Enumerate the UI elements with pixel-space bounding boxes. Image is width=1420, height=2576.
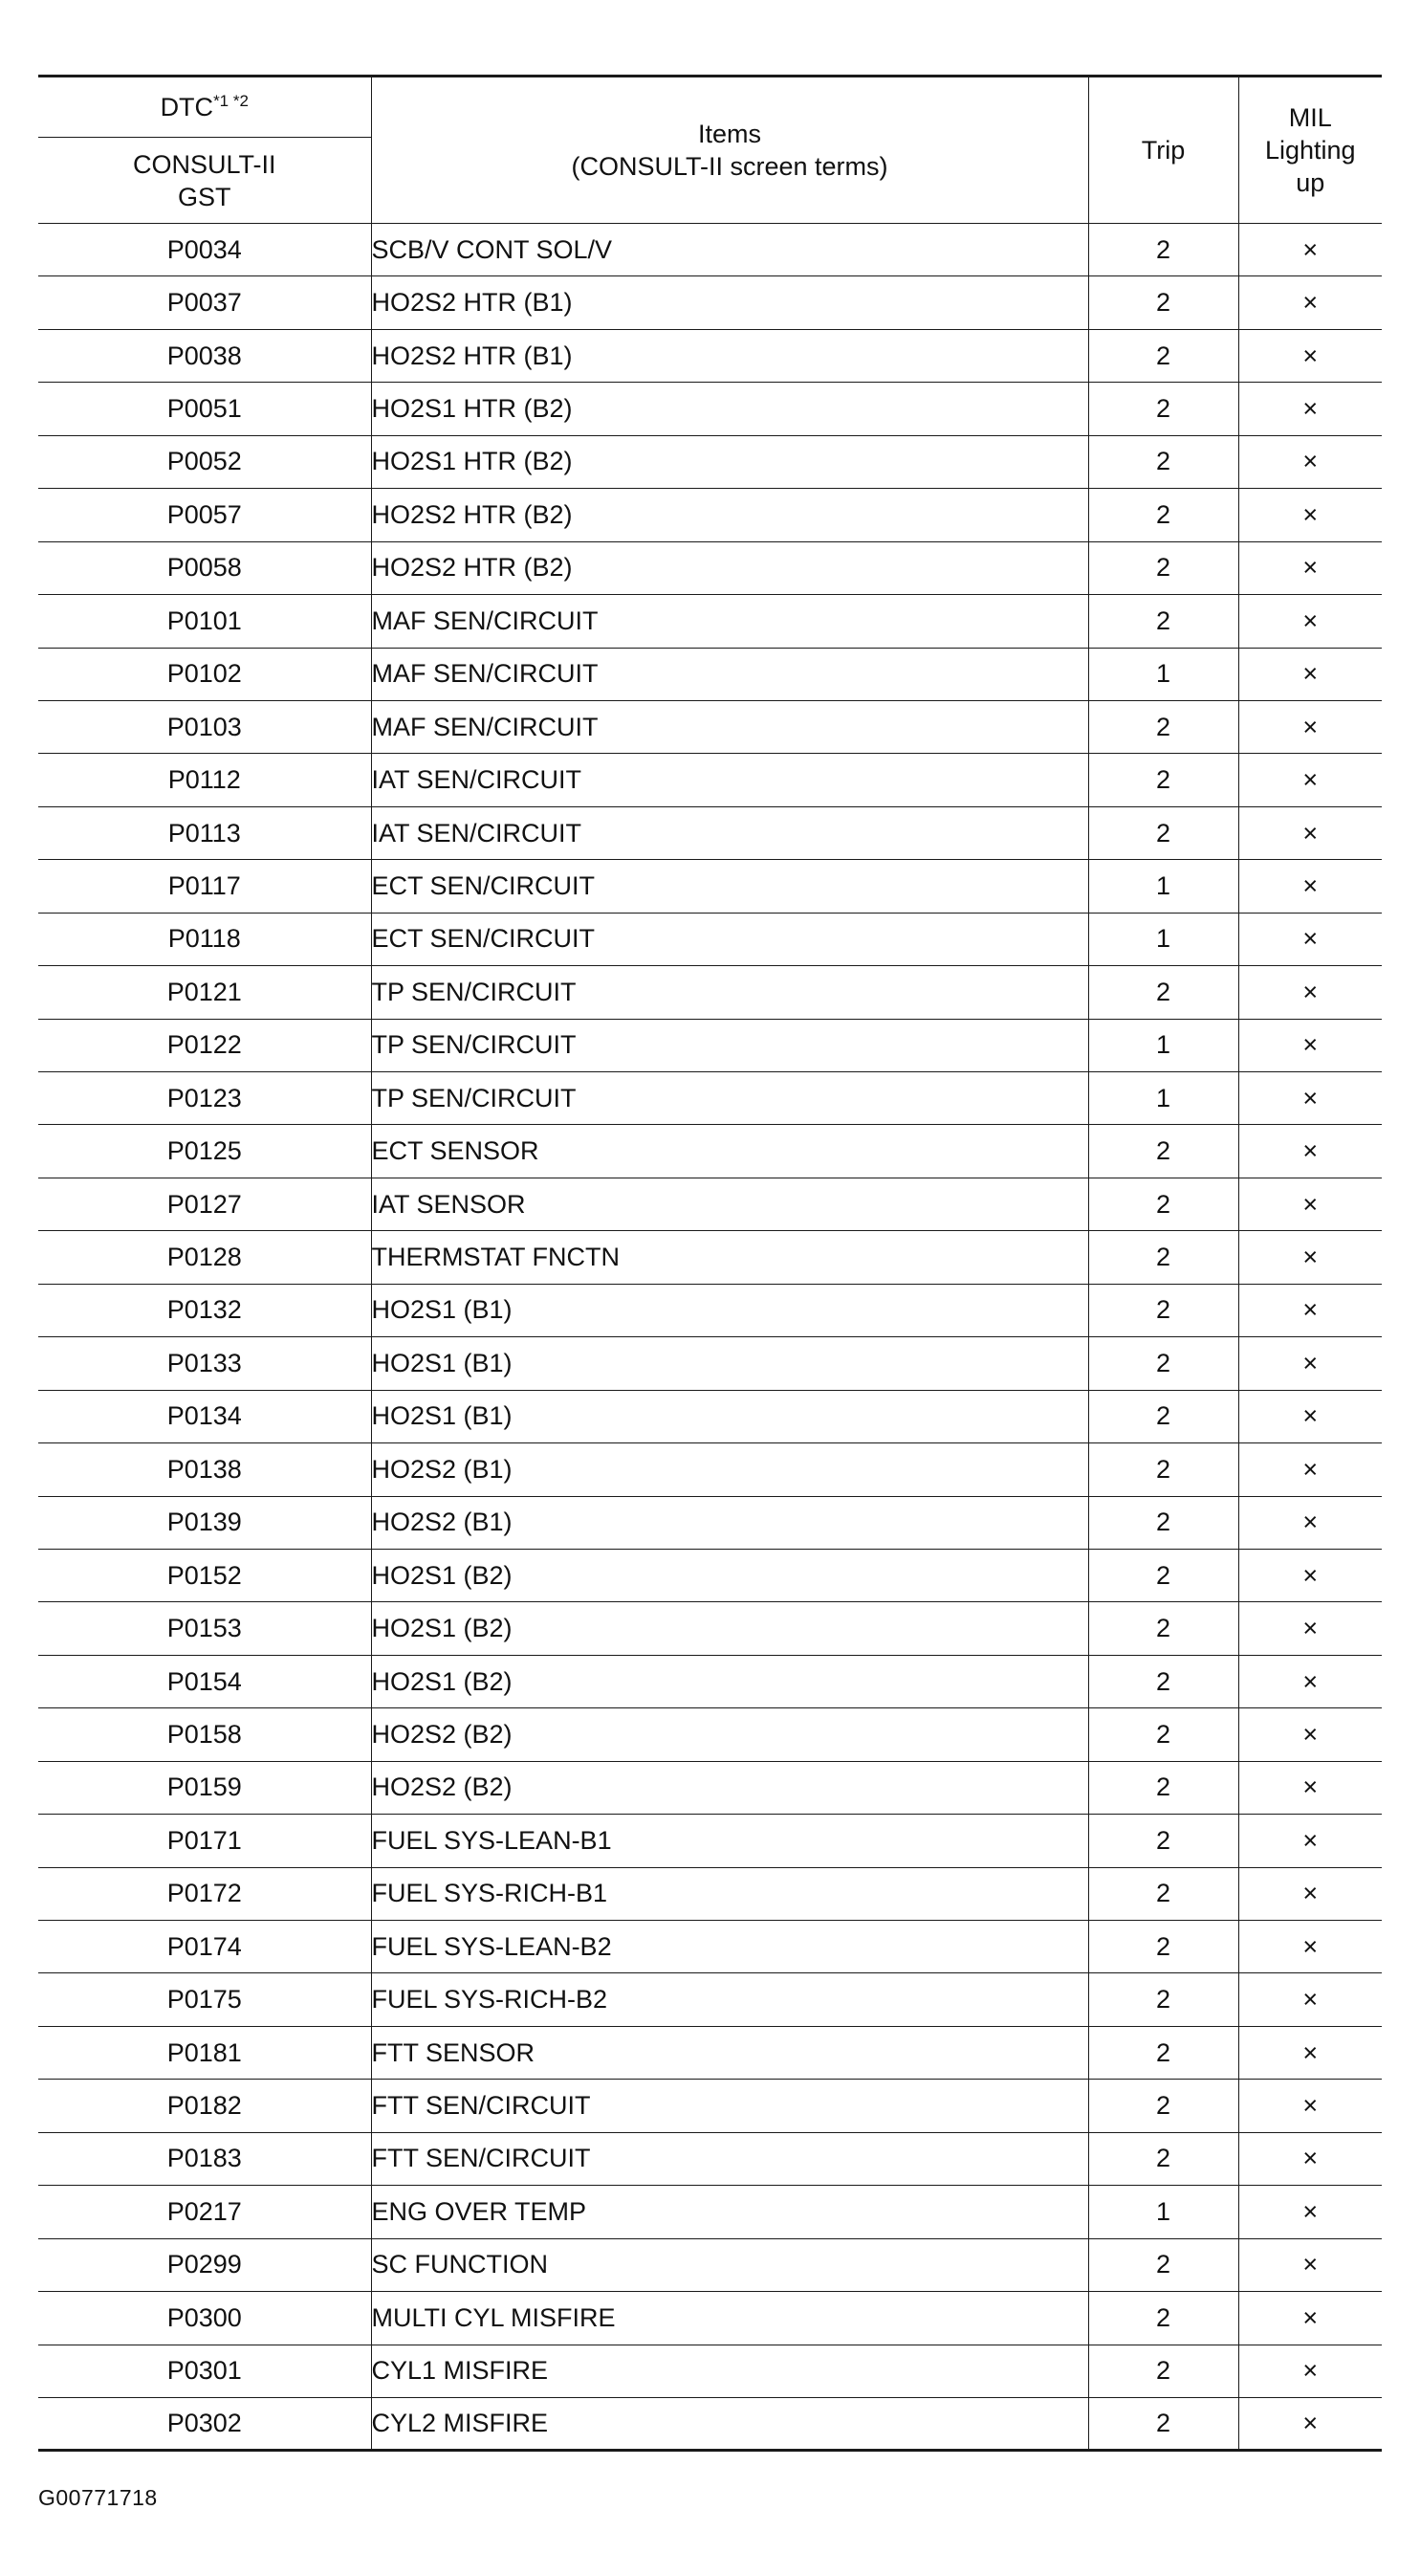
header-mil-line1: MIL: [1288, 103, 1332, 132]
figure-id: G00771718: [38, 2485, 158, 2510]
item-cell: TP SEN/CIRCUIT: [371, 1072, 1088, 1125]
item-cell: MAF SEN/CIRCUIT: [371, 595, 1088, 648]
trip-cell: 1: [1088, 1072, 1238, 1125]
dtc-code-cell: P0138: [38, 1443, 371, 1496]
dtc-code-cell: P0132: [38, 1284, 371, 1336]
dtc-code-cell: P0127: [38, 1178, 371, 1230]
table-row: [38, 489, 1382, 541]
trip-cell: 2: [1088, 276, 1238, 329]
table-row: [38, 700, 1382, 753]
item-cell: HO2S1 HTR (B2): [371, 383, 1088, 435]
item-cell: CYL1 MISFIRE: [371, 2345, 1088, 2397]
mil-lighting-cell: ×: [1238, 700, 1382, 753]
table-row: [38, 1284, 1382, 1336]
item-cell: IAT SENSOR: [371, 1178, 1088, 1230]
item-cell: FTT SEN/CIRCUIT: [371, 2132, 1088, 2185]
mil-lighting-cell: ×: [1238, 1708, 1382, 1761]
table-row: [38, 1973, 1382, 2026]
item-cell: HO2S2 (B2): [371, 1761, 1088, 1814]
dtc-code-cell: P0118: [38, 913, 371, 965]
item-cell: FUEL SYS-LEAN-B1: [371, 1815, 1088, 1867]
table-row: [38, 1496, 1382, 1549]
mil-lighting-cell: ×: [1238, 913, 1382, 965]
dtc-code-cell: P0300: [38, 2292, 371, 2345]
trip-cell: 2: [1088, 1125, 1238, 1178]
mil-lighting-cell: ×: [1238, 1178, 1382, 1230]
item-cell: HO2S1 (B2): [371, 1549, 1088, 1601]
mil-lighting-cell: ×: [1238, 1443, 1382, 1496]
trip-cell: 2: [1088, 1178, 1238, 1230]
mil-lighting-cell: ×: [1238, 860, 1382, 913]
table-row: [38, 806, 1382, 859]
trip-cell: 1: [1088, 1019, 1238, 1071]
mil-lighting-cell: ×: [1238, 1602, 1382, 1655]
table-row: [38, 1602, 1382, 1655]
mil-lighting-cell: ×: [1238, 1019, 1382, 1071]
mil-lighting-cell: ×: [1238, 1390, 1382, 1442]
trip-cell: 2: [1088, 2026, 1238, 2079]
table-row: [38, 1178, 1382, 1230]
header-dtc-label: DTC: [160, 93, 214, 121]
dtc-code-cell: P0217: [38, 2186, 371, 2238]
trip-cell: 2: [1088, 2132, 1238, 2185]
dtc-code-cell: P0123: [38, 1072, 371, 1125]
mil-lighting-cell: ×: [1238, 2080, 1382, 2132]
trip-cell: 2: [1088, 1231, 1238, 1284]
item-cell: THERMSTAT FNCTN: [371, 1231, 1088, 1284]
table-row: [38, 595, 1382, 648]
trip-cell: 2: [1088, 595, 1238, 648]
item-cell: HO2S1 (B1): [371, 1390, 1088, 1442]
mil-lighting-cell: ×: [1238, 1284, 1382, 1336]
dtc-code-cell: P0058: [38, 541, 371, 594]
trip-cell: 1: [1088, 860, 1238, 913]
mil-lighting-cell: ×: [1238, 2026, 1382, 2079]
mil-lighting-cell: ×: [1238, 2397, 1382, 2450]
item-cell: HO2S1 (B2): [371, 1655, 1088, 1707]
item-cell: FUEL SYS-RICH-B2: [371, 1973, 1088, 2026]
table-row: [38, 1231, 1382, 1284]
item-cell: MULTI CYL MISFIRE: [371, 2292, 1088, 2345]
dtc-code-cell: P0133: [38, 1337, 371, 1390]
item-cell: HO2S1 HTR (B2): [371, 435, 1088, 488]
item-cell: HO2S2 HTR (B1): [371, 276, 1088, 329]
mil-lighting-cell: ×: [1238, 1921, 1382, 1973]
mil-lighting-cell: ×: [1238, 224, 1382, 276]
trip-cell: 2: [1088, 1921, 1238, 1973]
dtc-code-cell: P0183: [38, 2132, 371, 2185]
trip-cell: 2: [1088, 2345, 1238, 2397]
item-cell: HO2S1 (B1): [371, 1337, 1088, 1390]
dtc-code-cell: P0122: [38, 1019, 371, 1071]
dtc-code-cell: P0181: [38, 2026, 371, 2079]
dtc-code-cell: P0154: [38, 1655, 371, 1707]
mil-lighting-cell: ×: [1238, 1496, 1382, 1549]
trip-cell: 2: [1088, 1390, 1238, 1442]
mil-lighting-cell: ×: [1238, 2238, 1382, 2291]
table-row: [38, 1125, 1382, 1178]
dtc-code-cell: P0037: [38, 276, 371, 329]
table-row: [38, 329, 1382, 382]
dtc-code-cell: P0102: [38, 648, 371, 700]
mil-lighting-cell: ×: [1238, 2186, 1382, 2238]
table-body: [38, 224, 1382, 2451]
dtc-code-cell: P0182: [38, 2080, 371, 2132]
header-items-line1: Items: [697, 120, 761, 148]
mil-lighting-cell: ×: [1238, 2345, 1382, 2397]
dtc-code-cell: P0052: [38, 435, 371, 488]
dtc-code-cell: P0302: [38, 2397, 371, 2450]
item-cell: HO2S2 HTR (B2): [371, 489, 1088, 541]
header-consult-label: CONSULT-II: [132, 149, 276, 179]
mil-lighting-cell: ×: [1238, 1549, 1382, 1601]
header-items-line2: (CONSULT-II screen terms): [571, 152, 888, 181]
mil-lighting-cell: ×: [1238, 489, 1382, 541]
table-row: [38, 2186, 1382, 2238]
item-cell: ENG OVER TEMP: [371, 2186, 1088, 2238]
item-cell: HO2S1 (B2): [371, 1602, 1088, 1655]
header-mil: [1238, 77, 1382, 224]
mil-lighting-cell: ×: [1238, 383, 1382, 435]
trip-cell: 2: [1088, 1708, 1238, 1761]
trip-cell: 2: [1088, 754, 1238, 806]
item-cell: HO2S1 (B1): [371, 1284, 1088, 1336]
item-cell: SCB/V CONT SOL/V: [371, 224, 1088, 276]
mil-lighting-cell: ×: [1238, 754, 1382, 806]
trip-cell: 2: [1088, 1655, 1238, 1707]
table-row: [38, 966, 1382, 1019]
table-row: [38, 1815, 1382, 1867]
trip-cell: 2: [1088, 2238, 1238, 2291]
dtc-table-sheet: [38, 75, 1382, 2452]
item-cell: MAF SEN/CIRCUIT: [371, 648, 1088, 700]
mil-lighting-cell: ×: [1238, 806, 1382, 859]
mil-lighting-cell: ×: [1238, 1655, 1382, 1707]
mil-lighting-cell: ×: [1238, 595, 1382, 648]
dtc-code-cell: P0034: [38, 224, 371, 276]
dtc-code-cell: P0159: [38, 1761, 371, 1814]
dtc-code-cell: P0117: [38, 860, 371, 913]
trip-cell: 2: [1088, 1549, 1238, 1601]
table-row: [38, 2080, 1382, 2132]
trip-cell: 2: [1088, 1496, 1238, 1549]
item-cell: HO2S2 HTR (B1): [371, 329, 1088, 382]
dtc-code-cell: P0057: [38, 489, 371, 541]
trip-cell: 2: [1088, 489, 1238, 541]
table-row: [38, 1019, 1382, 1071]
trip-cell: 2: [1088, 1973, 1238, 2026]
trip-cell: 2: [1088, 2292, 1238, 2345]
trip-cell: 2: [1088, 329, 1238, 382]
item-cell: CYL2 MISFIRE: [371, 2397, 1088, 2450]
dtc-code-cell: P0113: [38, 806, 371, 859]
dtc-code-cell: P0103: [38, 700, 371, 753]
trip-cell: 2: [1088, 541, 1238, 594]
table-row: [38, 2026, 1382, 2079]
item-cell: TP SEN/CIRCUIT: [371, 1019, 1088, 1071]
item-cell: HO2S2 (B1): [371, 1443, 1088, 1496]
item-cell: FTT SEN/CIRCUIT: [371, 2080, 1088, 2132]
table-row: [38, 1337, 1382, 1390]
dtc-code-cell: P0171: [38, 1815, 371, 1867]
mil-lighting-cell: ×: [1238, 1072, 1382, 1125]
trip-cell: 2: [1088, 1867, 1238, 1920]
mil-lighting-cell: ×: [1238, 1867, 1382, 1920]
table-row: [38, 1708, 1382, 1761]
dtc-code-cell: P0301: [38, 2345, 371, 2397]
dtc-code-cell: P0158: [38, 1708, 371, 1761]
trip-cell: 2: [1088, 2080, 1238, 2132]
trip-cell: 2: [1088, 806, 1238, 859]
table-row: [38, 435, 1382, 488]
mil-lighting-cell: ×: [1238, 966, 1382, 1019]
item-cell: MAF SEN/CIRCUIT: [371, 700, 1088, 753]
trip-cell: 2: [1088, 1602, 1238, 1655]
table-row: [38, 1761, 1382, 1814]
trip-cell: 2: [1088, 1815, 1238, 1867]
mil-lighting-cell: ×: [1238, 1761, 1382, 1814]
table-row: [38, 1072, 1382, 1125]
item-cell: HO2S2 (B2): [371, 1708, 1088, 1761]
trip-cell: 2: [1088, 383, 1238, 435]
table-row: [38, 2345, 1382, 2397]
item-cell: FUEL SYS-RICH-B1: [371, 1867, 1088, 1920]
table-row: [38, 1549, 1382, 1601]
dtc-code-cell: P0038: [38, 329, 371, 382]
trip-cell: 2: [1088, 700, 1238, 753]
trip-cell: 2: [1088, 1761, 1238, 1814]
item-cell: TP SEN/CIRCUIT: [371, 966, 1088, 1019]
dtc-code-cell: P0172: [38, 1867, 371, 1920]
mil-lighting-cell: ×: [1238, 1337, 1382, 1390]
item-cell: IAT SEN/CIRCUIT: [371, 806, 1088, 859]
table-row: [38, 648, 1382, 700]
trip-cell: 2: [1088, 1284, 1238, 1336]
dtc-code-cell: P0112: [38, 754, 371, 806]
table-row: [38, 913, 1382, 965]
item-cell: HO2S2 HTR (B2): [371, 541, 1088, 594]
header-items: [371, 77, 1088, 224]
mil-lighting-cell: ×: [1238, 1231, 1382, 1284]
table-row: [38, 541, 1382, 594]
table-row: [38, 2132, 1382, 2185]
table-row: [38, 1921, 1382, 1973]
trip-cell: 2: [1088, 1337, 1238, 1390]
trip-cell: 2: [1088, 224, 1238, 276]
mil-lighting-cell: ×: [1238, 2132, 1382, 2185]
header-dtc: [38, 77, 371, 138]
table-row: [38, 1655, 1382, 1707]
header-gst-label: GST: [177, 182, 231, 211]
trip-cell: 1: [1088, 648, 1238, 700]
trip-cell: 2: [1088, 435, 1238, 488]
mil-lighting-cell: ×: [1238, 541, 1382, 594]
item-cell: ECT SEN/CIRCUIT: [371, 913, 1088, 965]
dtc-code-cell: P0051: [38, 383, 371, 435]
table-row: [38, 860, 1382, 913]
mil-lighting-cell: ×: [1238, 276, 1382, 329]
trip-cell: 2: [1088, 2397, 1238, 2450]
dtc-code-cell: P0174: [38, 1921, 371, 1973]
mil-lighting-cell: ×: [1238, 1815, 1382, 1867]
item-cell: FUEL SYS-LEAN-B2: [371, 1921, 1088, 1973]
trip-cell: 1: [1088, 913, 1238, 965]
trip-cell: 2: [1088, 966, 1238, 1019]
header-trip-label: Trip: [1141, 136, 1186, 165]
trip-cell: 2: [1088, 1443, 1238, 1496]
item-cell: ECT SEN/CIRCUIT: [371, 860, 1088, 913]
mil-lighting-cell: ×: [1238, 1973, 1382, 2026]
dtc-code-cell: P0125: [38, 1125, 371, 1178]
dtc-table: [38, 75, 1382, 2452]
mil-lighting-cell: ×: [1238, 1125, 1382, 1178]
table-header: [38, 77, 1382, 224]
header-mil-line3: up: [1296, 168, 1325, 197]
table-row: [38, 1867, 1382, 1920]
table-row: [38, 2397, 1382, 2450]
dtc-code-cell: P0299: [38, 2238, 371, 2291]
mil-lighting-cell: ×: [1238, 435, 1382, 488]
mil-lighting-cell: ×: [1238, 329, 1382, 382]
dtc-code-cell: P0153: [38, 1602, 371, 1655]
dtc-code-cell: P0139: [38, 1496, 371, 1549]
header-mil-line2: Lighting: [1264, 136, 1356, 165]
dtc-code-cell: P0101: [38, 595, 371, 648]
item-cell: HO2S2 (B1): [371, 1496, 1088, 1549]
table-row: [38, 224, 1382, 276]
item-cell: ECT SENSOR: [371, 1125, 1088, 1178]
item-cell: SC FUNCTION: [371, 2238, 1088, 2291]
table-row: [38, 2292, 1382, 2345]
header-trip: [1088, 77, 1238, 224]
trip-cell: 1: [1088, 2186, 1238, 2238]
table-row: [38, 1443, 1382, 1496]
table-row: [38, 383, 1382, 435]
table-row: [38, 2238, 1382, 2291]
dtc-code-cell: P0134: [38, 1390, 371, 1442]
table-row: [38, 1390, 1382, 1442]
dtc-code-cell: P0128: [38, 1231, 371, 1284]
table-row: [38, 754, 1382, 806]
dtc-code-cell: P0152: [38, 1549, 371, 1601]
dtc-code-cell: P0121: [38, 966, 371, 1019]
header-dtc-superscript: *1 *2: [213, 92, 249, 110]
table-row: [38, 276, 1382, 329]
header-consult-gst: [38, 138, 371, 224]
mil-lighting-cell: ×: [1238, 648, 1382, 700]
dtc-code-cell: P0175: [38, 1973, 371, 2026]
item-cell: IAT SEN/CIRCUIT: [371, 754, 1088, 806]
mil-lighting-cell: ×: [1238, 2292, 1382, 2345]
item-cell: FTT SENSOR: [371, 2026, 1088, 2079]
